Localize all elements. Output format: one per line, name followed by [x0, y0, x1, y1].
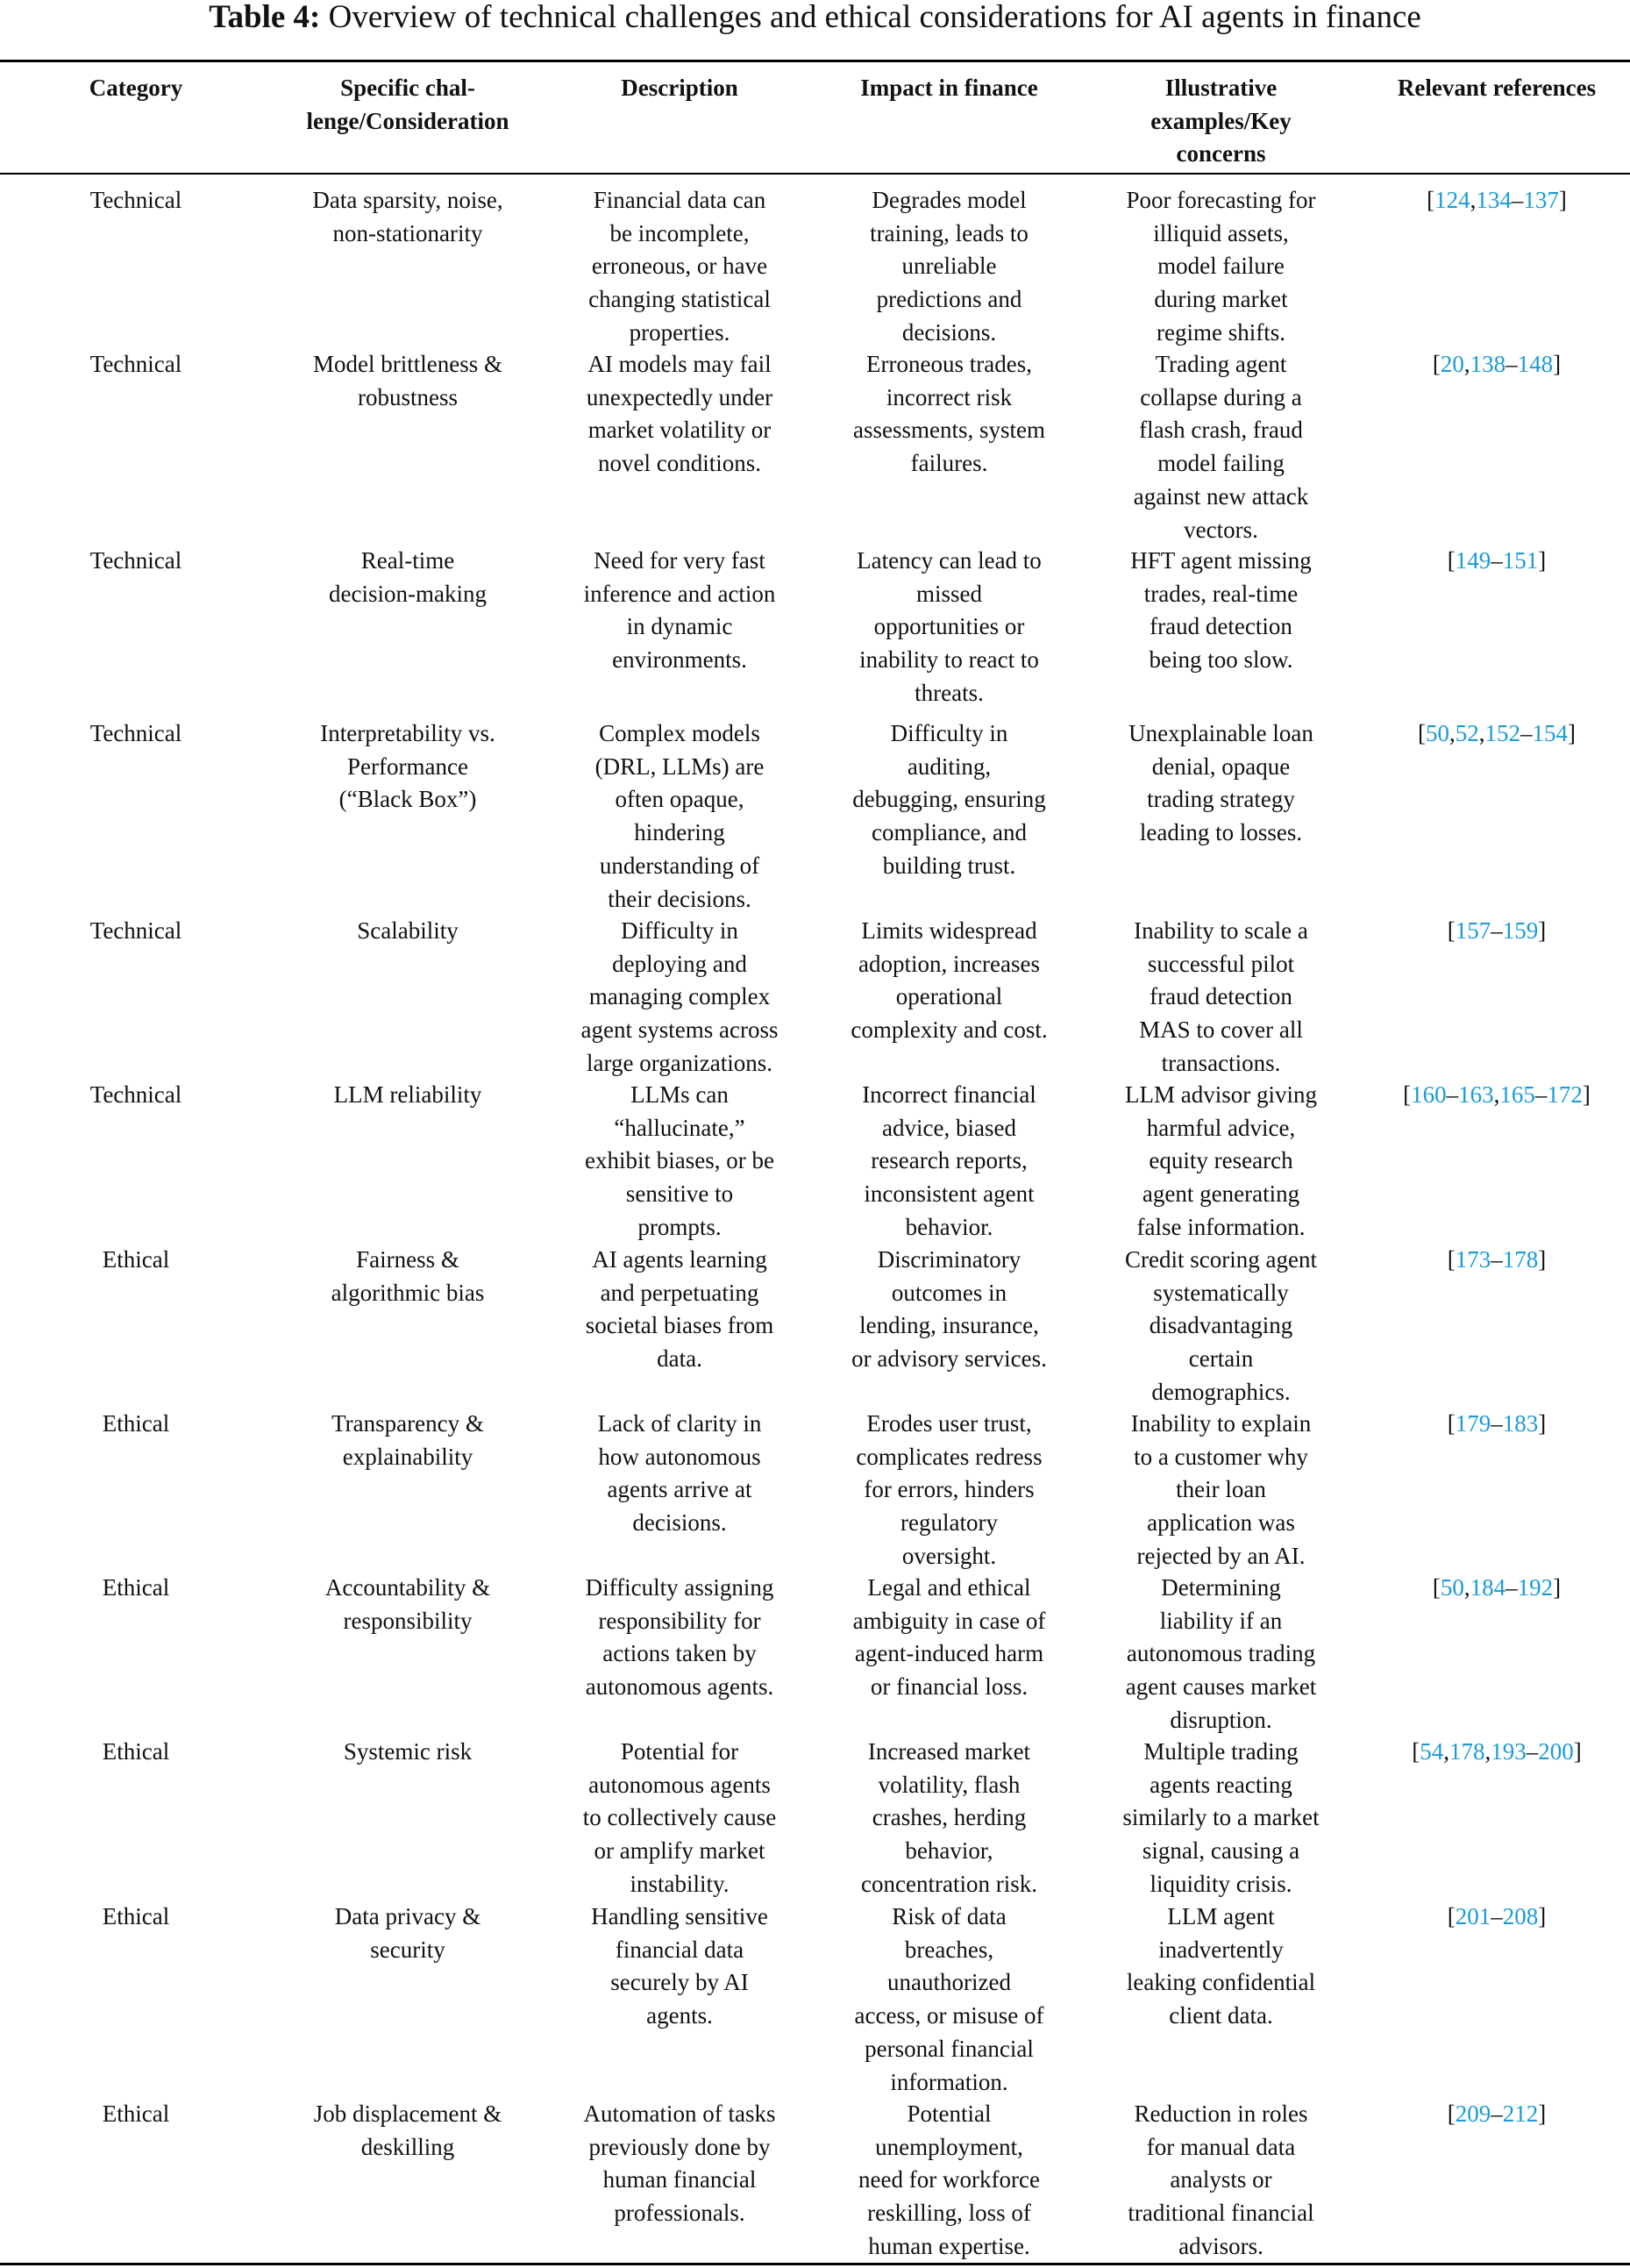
row-challenge: Systemic risk: [343, 1738, 473, 1765]
reference-link[interactable]: 149: [1455, 547, 1491, 574]
ref-separator: ,: [1493, 1081, 1500, 1108]
row-impact: Erroneous trades, incorrect risk assessments, system failures.: [853, 351, 1045, 477]
row-category: Ethical: [102, 1903, 170, 1929]
ref-separator: –: [1511, 187, 1524, 213]
ref-bracket: [: [1403, 1081, 1412, 1108]
ref-separator: –: [1491, 2100, 1503, 2127]
row-references: [1363, 915, 1630, 948]
row-examples: Inability to scale a successful pilot fraud detection MAS to cover all transactions.: [1134, 917, 1308, 1076]
reference-link[interactable]: 208: [1502, 1903, 1539, 1929]
reference-link[interactable]: 178: [1502, 1246, 1539, 1273]
row-category: Technical: [89, 1081, 182, 1108]
row-impact: Difficulty in auditing, debugging, ensuring compliance, and building trust.: [852, 720, 1046, 879]
ref-bracket: [: [1447, 1903, 1456, 1929]
reference-link[interactable]: 163: [1458, 1081, 1494, 1108]
ref-separator: ,: [1463, 1574, 1470, 1601]
reference-link[interactable]: 201: [1455, 1903, 1491, 1929]
row-challenge: LLM reliability: [333, 1081, 482, 1108]
row-description: AI models may fail unexpectedly under market volatility or novel conditions.: [586, 351, 773, 477]
ref-separator: ,: [1470, 187, 1477, 213]
reference-link[interactable]: 157: [1455, 917, 1491, 944]
row-references: [1363, 545, 1630, 578]
ref-bracket: ]: [1538, 1246, 1547, 1273]
row-challenge: Job displacement & deskilling: [313, 2100, 502, 2160]
row-examples: LLM agent inadvertently leaking confidential client data.: [1126, 1903, 1316, 2029]
reference-link[interactable]: 193: [1491, 1738, 1527, 1765]
row-references: [1363, 1244, 1630, 1277]
row-challenge: Scalability: [357, 917, 459, 944]
row-challenge: Model brittleness & robustness: [313, 351, 502, 410]
ref-bracket: ]: [1538, 917, 1547, 944]
reference-link[interactable]: 151: [1502, 547, 1539, 574]
row-description: Potential for autonomous agents to collectively cause or amplify market instability.: [582, 1738, 777, 1897]
row-category: Ethical: [102, 1246, 170, 1273]
row-references: [1363, 1572, 1630, 1605]
row-examples: Inability to explain to a customer why their loan application was rejected by an AI.: [1130, 1410, 1312, 1569]
row-impact: Potential unemployment, need for workforce reskilling, loss of human expertise.: [858, 2100, 1040, 2259]
reference-link[interactable]: 148: [1517, 351, 1554, 377]
row-description: Difficulty assigning responsibility for actions taken by autonomous agents.: [585, 1574, 774, 1701]
ref-bracket: [: [1432, 1574, 1441, 1601]
bottom-rule: [0, 2263, 1630, 2265]
row-challenge: Fairness & algorithmic bias: [331, 1246, 485, 1306]
reference-link[interactable]: 124: [1434, 187, 1470, 213]
row-category: Ethical: [102, 1738, 170, 1765]
ref-separator: ,: [1449, 720, 1456, 746]
ref-bracket: [: [1447, 547, 1456, 574]
row-description: Handling sensitive financial data securely by AI agents.: [591, 1903, 768, 2029]
reference-link[interactable]: 52: [1455, 720, 1479, 746]
header-challenge: Specific chal- lenge/Consideration: [306, 75, 509, 134]
ref-separator: ,: [1463, 351, 1470, 377]
reference-link[interactable]: 178: [1449, 1738, 1485, 1765]
row-examples: Poor forecasting for illiquid assets, model failure during market regime shifts.: [1126, 187, 1316, 346]
ref-bracket: [: [1432, 351, 1441, 377]
row-impact: Erodes user trust, complicates redress for errors, hinders regulatory oversight.: [856, 1410, 1043, 1569]
reference-link[interactable]: 173: [1455, 1246, 1491, 1273]
row-references: [1363, 184, 1630, 218]
row-references: [1363, 2098, 1630, 2131]
row-challenge: Data privacy & security: [334, 1903, 481, 1963]
reference-link[interactable]: 154: [1532, 720, 1568, 746]
row-references: [1363, 1901, 1630, 1934]
row-examples: Trading agent collapse during a flash crash, fraud model failing against new attack vectors.: [1133, 351, 1309, 543]
reference-link[interactable]: 54: [1420, 1738, 1444, 1765]
row-references: [1363, 717, 1630, 751]
ref-bracket: [: [1447, 1246, 1456, 1273]
ref-bracket: ]: [1582, 1081, 1591, 1108]
reference-link[interactable]: 134: [1476, 187, 1512, 213]
ref-bracket: ]: [1573, 1738, 1582, 1765]
row-challenge: Real-time decision-making: [329, 547, 487, 607]
ref-bracket: ]: [1553, 1574, 1562, 1601]
reference-link[interactable]: 183: [1502, 1410, 1539, 1437]
ref-separator: –: [1520, 720, 1533, 746]
ref-bracket: [: [1447, 1410, 1456, 1437]
ref-separator: –: [1491, 547, 1503, 574]
ref-bracket: [: [1447, 917, 1456, 944]
row-category: Ethical: [102, 1410, 170, 1437]
row-examples: Unexplainable loan denial, opaque trading strategy leading to losses.: [1128, 720, 1313, 846]
row-description: Financial data can be incomplete, erroneous, or have changing statistical properties.: [588, 187, 771, 346]
row-impact: Discriminatory outcomes in lending, insurance, or advisory services.: [851, 1246, 1047, 1373]
header-examples: Illustrative examples/Key concerns: [1150, 75, 1292, 168]
row-references: [1363, 1079, 1630, 1112]
ref-bracket: ]: [1538, 547, 1547, 574]
reference-link[interactable]: 200: [1538, 1738, 1574, 1765]
reference-link[interactable]: 212: [1502, 2100, 1539, 2127]
ref-bracket: ]: [1568, 720, 1576, 746]
caption-text: Overview of technical challenges and ethical considerations for AI agents in finance: [320, 0, 1421, 35]
ref-separator: –: [1534, 1081, 1548, 1108]
row-references: [1363, 1736, 1630, 1769]
row-category: Technical: [89, 720, 182, 746]
row-examples: HFT agent missing trades, real-time fraud detection being too slow.: [1130, 547, 1312, 674]
row-description: Automation of tasks previously done by human financial professionals.: [583, 2100, 776, 2227]
reference-link[interactable]: 152: [1484, 720, 1520, 746]
reference-link[interactable]: 159: [1502, 917, 1539, 944]
header-references: Relevant references: [1397, 75, 1597, 101]
reference-link[interactable]: 184: [1470, 1574, 1506, 1601]
ref-separator: ,: [1478, 720, 1485, 746]
row-impact: Limits widespread adoption, increases operational complexity and cost.: [851, 917, 1048, 1044]
header-impact: Impact in finance: [860, 75, 1038, 101]
ref-bracket: [: [1412, 1738, 1420, 1765]
ref-separator: –: [1491, 917, 1503, 944]
row-references: [1363, 1408, 1630, 1441]
ref-bracket: ]: [1538, 2100, 1547, 2127]
row-challenge: Transparency & explainability: [331, 1410, 484, 1470]
reference-link[interactable]: 138: [1470, 351, 1506, 377]
row-impact: Legal and ethical ambiguity in case of agent-induced harm or financial loss.: [852, 1574, 1046, 1701]
reference-link[interactable]: 50: [1426, 720, 1449, 746]
row-category: Technical: [89, 547, 182, 574]
ref-separator: –: [1491, 1410, 1503, 1437]
header-category: Category: [89, 75, 183, 101]
table-caption: [0, 0, 1630, 44]
reference-link[interactable]: 192: [1517, 1574, 1554, 1601]
row-category: Technical: [89, 187, 182, 213]
ref-separator: –: [1505, 1574, 1518, 1601]
reference-link[interactable]: 50: [1440, 1574, 1464, 1601]
caption-label: Table 4:: [209, 0, 321, 35]
ref-separator: ,: [1443, 1738, 1449, 1765]
ref-bracket: ]: [1538, 1903, 1547, 1929]
row-impact: Latency can lead to missed opportunities or inability to react to threats.: [857, 547, 1042, 706]
ref-separator: –: [1526, 1738, 1539, 1765]
row-category: Technical: [89, 917, 182, 944]
row-examples: LLM advisor giving harmful advice, equity research agent generating false information.: [1125, 1081, 1317, 1240]
row-description: AI agents learning and perpetuating societal biases from data.: [585, 1246, 774, 1373]
row-impact: Incorrect financial advice, biased research reports, inconsistent agent behavior.: [862, 1081, 1036, 1240]
row-description: Complex models (DRL, LLMs) are often opaque, hindering understanding of their decisions.: [594, 720, 765, 912]
ref-bracket: ]: [1558, 187, 1567, 213]
row-description: LLMs can “hallucinate,” exhibit biases, or be sensitive to prompts.: [585, 1081, 774, 1240]
row-category: Ethical: [102, 2100, 170, 2127]
row-examples: Multiple trading agents reacting similarly to a market signal, causing a liquidity crisis.: [1122, 1738, 1320, 1897]
top-rule: [0, 60, 1630, 62]
ref-separator: –: [1446, 1081, 1459, 1108]
row-challenge: Data sparsity, noise, non-stationarity: [312, 187, 503, 246]
reference-link[interactable]: 137: [1523, 187, 1559, 213]
reference-link[interactable]: 172: [1547, 1081, 1583, 1108]
ref-separator: –: [1505, 351, 1518, 377]
reference-link[interactable]: 165: [1499, 1081, 1535, 1108]
row-impact: Degrades model training, leads to unreliable predictions and decisions.: [870, 187, 1029, 346]
row-examples: Determining liability if an autonomous trading agent causes market disruption.: [1125, 1574, 1317, 1733]
row-impact: Risk of data breaches, unauthorized access, or misuse of personal financial information.: [854, 1903, 1044, 2095]
row-references: [1363, 348, 1630, 382]
header-description: Description: [621, 75, 738, 101]
ref-bracket: ]: [1553, 351, 1562, 377]
ref-separator: –: [1491, 1246, 1503, 1273]
ref-bracket: [: [1427, 187, 1435, 213]
ref-separator: ,: [1484, 1738, 1491, 1765]
ref-bracket: [: [1418, 720, 1426, 746]
ref-bracket: [: [1447, 2100, 1456, 2127]
reference-link[interactable]: 209: [1455, 2100, 1491, 2127]
reference-link[interactable]: 20: [1440, 351, 1464, 377]
row-challenge: Interpretability vs. Performance (“Black Box”): [320, 720, 495, 813]
row-examples: Credit scoring agent systematically disadvantaging certain demographics.: [1125, 1246, 1317, 1405]
ref-separator: –: [1491, 1903, 1503, 1929]
row-challenge: Accountability & responsibility: [324, 1574, 491, 1634]
reference-link[interactable]: 160: [1411, 1081, 1447, 1108]
row-description: Difficulty in deploying and managing complex agent systems across large organizations.: [580, 917, 779, 1076]
row-category: Ethical: [102, 1574, 170, 1601]
header-rule: [0, 173, 1630, 175]
row-description: Lack of clarity in how autonomous agents arrive at decisions.: [597, 1410, 762, 1537]
row-impact: Increased market volatility, flash crashes, herding behavior, concentration risk.: [861, 1738, 1037, 1897]
row-category: Technical: [89, 351, 182, 377]
row-examples: Reduction in roles for manual data analysts or traditional financial advisors.: [1128, 2100, 1314, 2259]
reference-link[interactable]: 179: [1455, 1410, 1491, 1437]
ref-bracket: ]: [1538, 1410, 1547, 1437]
row-description: Need for very fast inference and action in dynamic environments.: [583, 547, 776, 674]
